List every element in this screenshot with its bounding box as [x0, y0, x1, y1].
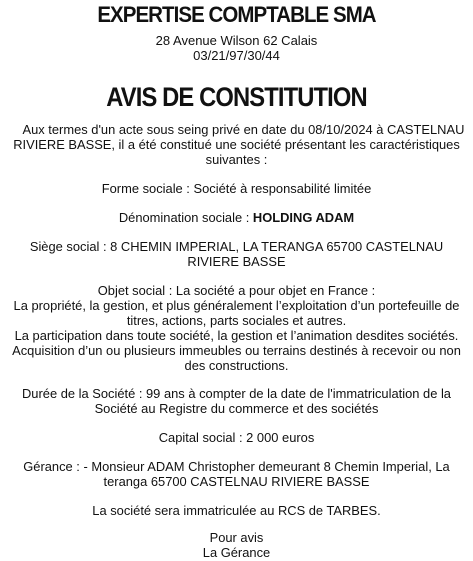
- closing: [0, 530, 473, 560]
- gerance-line: Gérance : - Monsieur ADAM Christopher demeurant 8 Chemin Imperial, La: [23, 459, 450, 474]
- company-phone: 03/21/97/30/44: [193, 48, 280, 63]
- objet-line: La propriété, la gestion, et plus généralement l’exploitation d’un portefeuille de: [13, 298, 460, 313]
- denomination-value: HOLDING ADAM: [252, 210, 355, 225]
- intro-line: Aux termes d'un acte sous seing privé en date du 08/10/2024 à CASTELNAU: [22, 122, 465, 137]
- company-address: 28 Avenue Wilson 62 Calais: [155, 33, 318, 48]
- gerance-line: teranga 65700 CASTELNAU RIVIERE BASSE: [103, 474, 370, 489]
- objet-social: [0, 283, 473, 373]
- siege-line: Siège social : 8 CHEMIN IMPERIAL, LA TERANGA 65700 CASTELNAU: [29, 239, 444, 254]
- objet-line: Acquisition d’un ou plusieurs immeubles ou terrains destinés à recevoir ou non: [12, 343, 461, 358]
- denomination-label: Dénomination sociale :: [118, 210, 253, 225]
- capital-social: [0, 430, 473, 445]
- capital-text: Capital social : 2 000 euros: [158, 430, 315, 445]
- siege-line: RIVIERE BASSE: [187, 254, 286, 269]
- duree-line: Société au Registre du commerce et des sociétés: [94, 401, 379, 416]
- intro-paragraph: [0, 122, 473, 167]
- company-name: EXPERTISE COMPTABLE SMA: [97, 2, 376, 27]
- objet-line: titres, actions, parts sociales et autres.: [126, 313, 347, 328]
- rcs-text: La société sera immatriculée au RCS de TARBES.: [92, 503, 381, 518]
- notice-title: AVIS DE CONSTITUTION: [106, 82, 367, 112]
- rcs-registration: [0, 503, 473, 518]
- denomination-sociale: [0, 210, 473, 225]
- siege-social: [0, 239, 473, 269]
- objet-line: La participation dans toute société, la gestion et l’animation desdites sociétés.: [14, 328, 459, 343]
- intro-line: suivantes :: [205, 152, 268, 167]
- signatory: La Gérance: [202, 545, 271, 560]
- gerance: [0, 459, 473, 489]
- denomination-line: [2, 210, 471, 225]
- objet-line: Objet social : La société a pour objet en France :: [97, 283, 376, 298]
- intro-line: RIVIERE BASSE, il a été constitué une société présentant les caractéristiques: [13, 137, 460, 152]
- forme-sociale: [0, 181, 473, 196]
- objet-line: des constructions.: [184, 358, 289, 373]
- duree-societe: [0, 386, 473, 416]
- closing-line: Pour avis: [209, 530, 264, 545]
- forme-sociale-text: Forme sociale : Société à responsabilité limitée: [101, 181, 372, 196]
- duree-line: Durée de la Société : 99 ans à compter de la date de l'immatriculation de la: [21, 386, 451, 401]
